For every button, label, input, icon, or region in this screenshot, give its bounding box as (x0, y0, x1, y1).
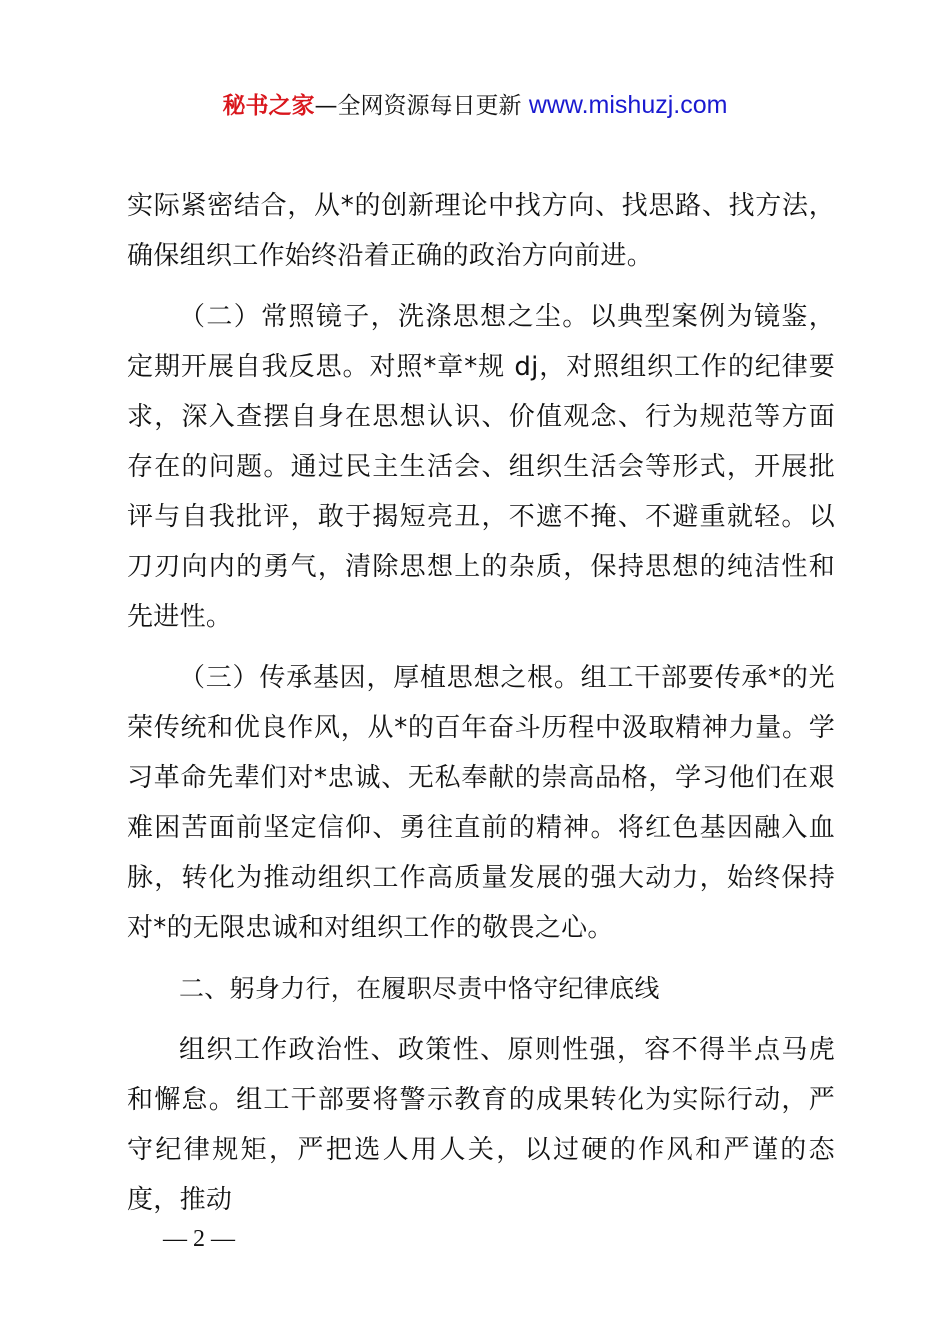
paragraph-section-3: （三）传承基因，厚植思想之根。组工干部要传承*的光荣传统和优良作风，从*的百年奋斗历程中汲取精神力量。学习革命先辈们对*忠诚、无私奉献的崇高品格，学习他们在艰难困苦面前坚定信仰、勇往直前的精神。将红色基因融入血脉，转化为推动组织工作高质量发展的强大动力，始终保持对*的无限忠诚和对组织工作的敬畏之心。 (127, 663, 835, 943)
site-header (0, 88, 950, 123)
site-url[interactable]: www.mishuzj.com (528, 91, 728, 119)
page-number: — 2 — (163, 1226, 235, 1252)
paragraph-continuation: 实际紧密结合，从*的创新理论中找方向、找思路、找方法，确保组织工作始终沿着正确的政治方向前进。 (127, 191, 835, 271)
site-brand: 秘书之家 (222, 93, 315, 119)
paragraph-section-intro: 组织工作政治性、政策性、原则性强，容不得半点马虎和懈怠。组工干部要将警示教育的成果转化为实际行动，严守纪律规矩，严把选人用人关，以过硬的作风和严谨的态度，推动 (127, 1035, 835, 1215)
paragraph-section-2: （二）常照镜子，洗涤思想之尘。以典型案例为镜鉴，定期开展自我反思。对照*章*规 dj，对照组织工作的纪律要求，深入查摆自身在思想认识、价值观念、行为规范等方面存在的问题。通过民主生活会、组织生活会等形式，开展批评与自我批评，敢于揭短亮丑，不遮不掩、不避重就轻。以刀刃向内的勇气，清除思想上的杂质，保持思想的纯洁性和先进性。 (127, 302, 835, 632)
document-body (127, 181, 835, 1225)
site-tagline: —全网资源每日更新 (314, 93, 529, 119)
section-heading: 二、躬身力行，在履职尽责中恪守纪律底线 (179, 974, 660, 1003)
